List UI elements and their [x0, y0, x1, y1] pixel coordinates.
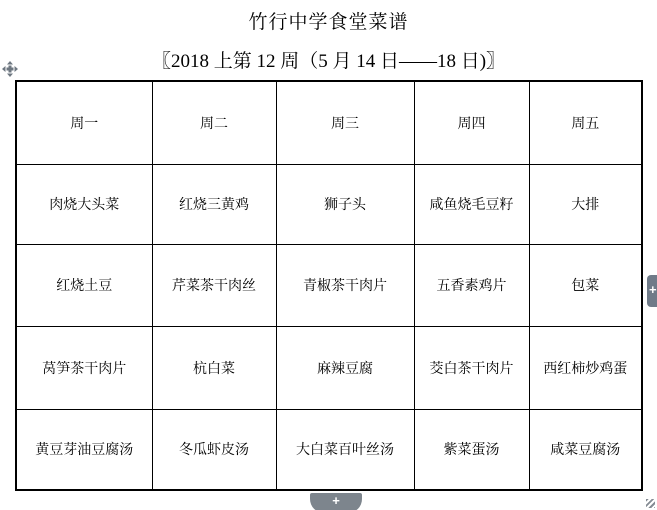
menu-cell: 包菜: [529, 244, 642, 326]
menu-cell: 麻辣豆腐: [276, 326, 414, 409]
header-row: [16, 81, 642, 164]
menu-cell: 大白菜百叶丝汤: [276, 409, 414, 490]
table-move-handle[interactable]: [2, 61, 18, 77]
menu-cell: 西红柿炒鸡蛋: [529, 326, 642, 409]
add-row-button[interactable]: [310, 493, 362, 510]
day-header-thursday: 周四: [414, 81, 529, 164]
day-header-wednesday: 周三: [276, 81, 414, 164]
menu-cell: 大排: [529, 164, 642, 244]
table-resize-handle[interactable]: [646, 499, 655, 508]
menu-cell: 茭白茶干肉片: [414, 326, 529, 409]
menu-cell: 冬瓜虾皮汤: [152, 409, 276, 490]
table-row: [16, 326, 642, 409]
table-row: [16, 409, 642, 490]
day-header-monday: 周一: [16, 81, 152, 164]
table-row: [16, 244, 642, 326]
move-arrows-icon: [2, 61, 18, 77]
page-title: 竹行中学食堂菜谱: [248, 12, 409, 33]
add-column-button[interactable]: [647, 275, 657, 307]
menu-cell: 芹菜茶干肉丝: [152, 244, 276, 326]
menu-cell: 五香素鸡片: [414, 244, 529, 326]
menu-table: [15, 80, 643, 491]
menu-cell: 杭白菜: [152, 326, 276, 409]
menu-cell: 红烧土豆: [16, 244, 152, 326]
page-subtitle: 〖2018 上第 12 周（5 月 14 日——18 日)〗: [151, 51, 506, 72]
menu-cell: 黄豆芽油豆腐汤: [16, 409, 152, 490]
menu-cell: 咸菜豆腐汤: [529, 409, 642, 490]
plus-icon: +: [332, 493, 340, 508]
day-header-friday: 周五: [529, 81, 642, 164]
table-row: [16, 164, 642, 244]
menu-cell: 青椒茶干肉片: [276, 244, 414, 326]
menu-cell: 狮子头: [276, 164, 414, 244]
menu-cell: 咸鱼烧毛豆籽: [414, 164, 529, 244]
menu-cell: 红烧三黄鸡: [152, 164, 276, 244]
day-header-tuesday: 周二: [152, 81, 276, 164]
menu-cell: 肉烧大头菜: [16, 164, 152, 244]
menu-cell: 莴笋茶干肉片: [16, 326, 152, 409]
menu-cell: 紫菜蛋汤: [414, 409, 529, 490]
plus-icon: +: [649, 282, 657, 297]
